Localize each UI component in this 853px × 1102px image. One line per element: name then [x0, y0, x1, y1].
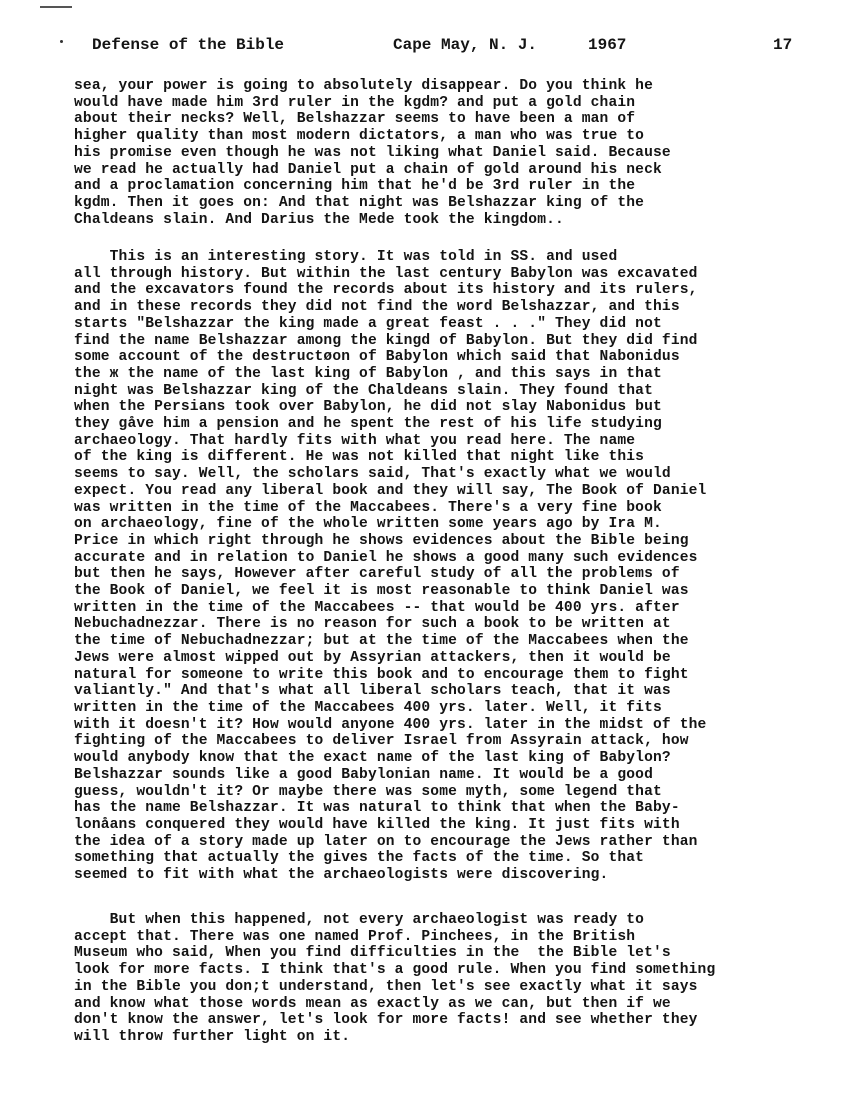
text-line: written in the time of the Maccabees -- that would be 400 yrs. after [74, 599, 680, 616]
text-line: Museum who said, When you find difficulties in the the Bible let's [74, 945, 671, 962]
text-line: starts "Belshazzar the king made a great feast . . ." They did not [74, 315, 662, 332]
text-line: and know what those words mean as exactly as we can, but then if we [74, 995, 671, 1012]
text-line: and a proclamation concerning him that he'd be 3rd ruler in the [74, 178, 636, 195]
text-line: the Book of Daniel, we feel it is most reasonable to think Daniel was [74, 583, 689, 600]
text-line: higher quality than most modern dictators, a man who was true to [74, 128, 645, 145]
text-line: seemed to fit with what the archaeologists were discovering. [74, 867, 609, 884]
header-location: Cape May, N. J. [393, 36, 538, 54]
text-line: accurate and in relation to Daniel he shows a good many such evidences [74, 549, 698, 566]
text-line: archaeology. That hardly fits with what you read here. The name [74, 432, 636, 449]
text-line: his promise even though he was not liking what Daniel said. Because [74, 144, 671, 161]
text-line: and in these records they did not find the word Belshazzar, and this [74, 299, 680, 316]
text-line: all through history. But within the last century Babylon was excavated [74, 265, 698, 282]
page-number: 17 [773, 36, 793, 54]
text-line: Chaldeans slain. And Darius the Mede took the kingdom.. [74, 211, 564, 228]
text-line: seems to say. Well, the scholars said, That's exactly what we would [74, 466, 671, 483]
text-line: lonåans conquered they would have killed the king. It just fits with [74, 816, 680, 833]
header-title: Defense of the Bible [92, 36, 285, 54]
text-line: natural for someone to write this book and to encourage them to fight [74, 666, 689, 683]
text-line: in the Bible you don;t understand, then let's see exactly what it says [74, 978, 698, 995]
text-line: look for more facts. I think that's a good rule. When you find something [74, 962, 716, 979]
text-line: but then he says, However after careful study of all the problems of [74, 566, 680, 583]
text-line: expect. You read any liberal book and they will say, The Book of Daniel [74, 482, 707, 499]
text-line: they gåve him a pension and he spent the rest of his life studying [74, 416, 662, 433]
text-line: find the name Belshazzar among the kingd of Babylon. But they did find [74, 332, 698, 349]
text-line: written in the time of the Maccabees 400 yrs. later. Well, it fits [74, 699, 662, 716]
text-line: night was Belshazzar king of the Chaldeans slain. They found that [74, 382, 653, 399]
text-line: valiantly." And that's what all liberal scholars teach, that it was [74, 683, 671, 700]
text-line: This is an interesting story. It was told in SS. and used [74, 249, 618, 265]
text-line: Price in which right through he shows evidences about the Bible being [74, 532, 689, 549]
paragraph-1 [74, 78, 834, 228]
text-line: has the name Belshazzar. It was natural to think that when the Baby- [74, 800, 680, 817]
text-line: sea, your power is going to absolutely disappear. Do you think he [74, 78, 653, 94]
text-line: kgdm. Then it goes on: And that night was Belshazzar king of the [74, 194, 645, 211]
text-line: and the excavators found the records about its history and its rulers, [74, 282, 698, 299]
text-line: the time of Nebuchadnezzar; but at the time of the Maccabees when the [74, 633, 689, 650]
text-line: fighting of the Maccabees to deliver Israel from Assyrain attack, how [74, 733, 689, 750]
text-line: when the Persians took over Babylon, he did not slay Nabonidus but [74, 399, 662, 416]
text-line: on archaeology, fine of the whole written some years ago by Ira M. [74, 516, 662, 533]
text-line: we read he actually had Daniel put a chain of gold around his neck [74, 161, 662, 178]
text-line: about their necks? Well, Belshazzar seems to have been a man of [74, 111, 636, 128]
page-header [0, 36, 853, 56]
text-line: guess, wouldn't it? Or maybe there was some myth, some legend that [74, 783, 662, 800]
text-line: would anybody know that the exact name of the last king of Babylon? [74, 750, 671, 767]
paragraph-3 [74, 912, 834, 1046]
text-line: of the king is different. He was not killed that night like this [74, 449, 645, 466]
paragraph-2 [74, 249, 834, 884]
text-line: something that actually the gives the facts of the time. So that [74, 850, 645, 867]
text-line: will throw further light on it. [74, 1028, 351, 1045]
text-line: the idea of a story made up later on to encourage the Jews rather than [74, 833, 698, 850]
text-line: Jews were almost wipped out by Assyrian attackers, then it would be [74, 649, 671, 666]
text-line: was written in the time of the Maccabees. There's a very fine book [74, 499, 662, 516]
text-line: with it doesn't it? How would anyone 400 yrs. later in the midst of the [74, 716, 707, 733]
text-line: the ж the name of the last king of Babylon , and this says in that [74, 365, 662, 382]
text-line: Belshazzar sounds like a good Babylonian name. It would be a good [74, 766, 653, 783]
scan-mark [40, 6, 72, 8]
text-line: accept that. There was one named Prof. Pinchees, in the British [74, 928, 636, 945]
text-line: would have made him 3rd ruler in the kgdm? and put a gold chain [74, 94, 636, 111]
text-line: don't know the answer, let's look for more facts! and see whether they [74, 1012, 698, 1029]
text-line: Nebuchadnezzar. There is no reason for such a book to be written at [74, 616, 671, 633]
text-line: But when this happened, not every archaeologist was ready to [74, 912, 645, 928]
header-year: 1967 [588, 36, 627, 54]
text-line: some account of the destructøon of Babylon which said that Nabonidus [74, 349, 680, 366]
